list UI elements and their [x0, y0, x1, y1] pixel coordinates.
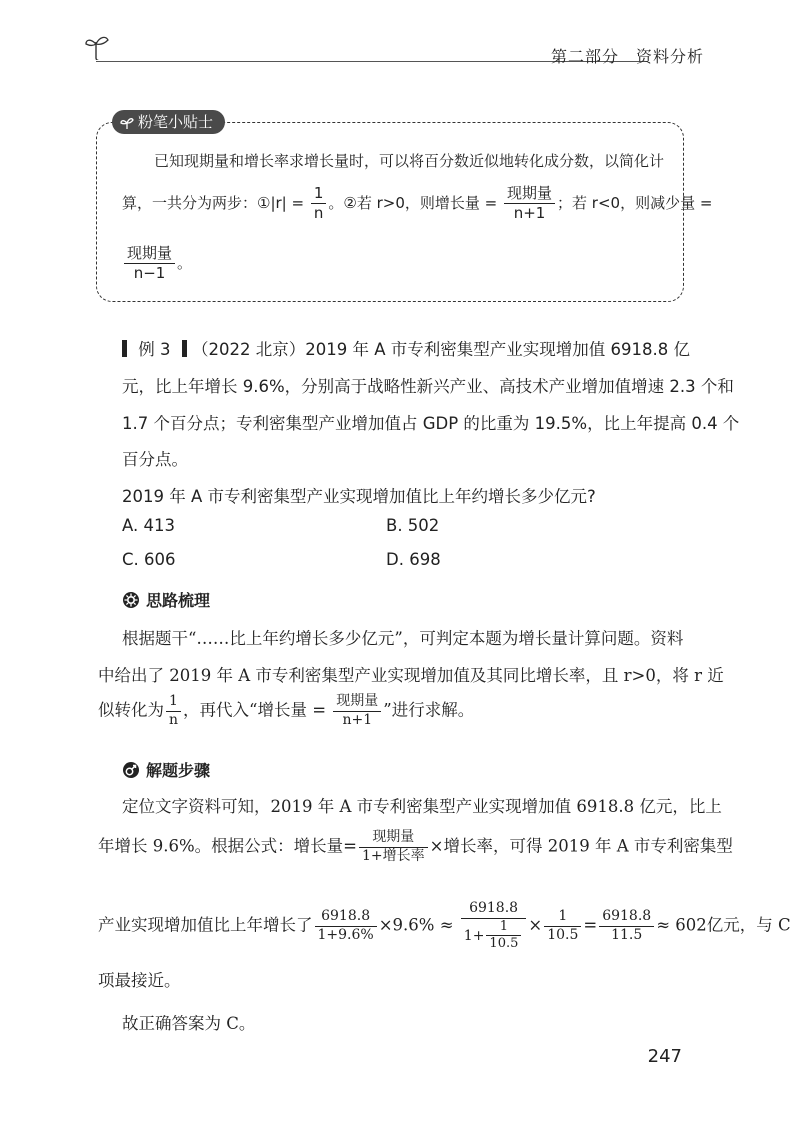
solution-line-3: 产业实现增加值比上年增长了 $\frac{6918.8}{1+9.6\%}$ ×9.6% ≈ 6918.8 1+ $\frac{1}{10.5}$ × $\frac{1}{10.5}$ = $\frac{6918.8}{11.5}$ ≈ 602亿元，与 C	[98, 900, 791, 951]
fraction-1-over-n: $\frac{1}{n}$	[311, 184, 327, 223]
tip-line-3: $\frac{\text{现期量}}{n-1}$ 。	[122, 244, 192, 283]
example-line-3: 1.7 个百分点；专利密集型产业增加值占 GDP 的比重为 19.5%，比上年提高 0.4 个	[122, 414, 740, 433]
tip-tag-label: 粉笔小贴士	[138, 113, 214, 131]
option-d: D. 698	[386, 550, 441, 569]
example-line-2: 元，比上年增长 9.6%，分别高于战略性新兴产业、高技术产业增加值增速 2.3 个和	[122, 377, 734, 396]
tip-line-2: 算，一共分为两步：①|r| = $\frac{1}{n}$ 。②若 r>0，则增长量 = $\frac{\text{现期量}}{n+1}$ ；若 r<0，则减少量 =	[122, 184, 713, 222]
section-title: 第二部分 资料分析	[550, 47, 704, 66]
option-c: C. 606	[122, 550, 176, 569]
analysis-heading: 思路梳理	[122, 588, 210, 611]
option-b: B. 502	[386, 516, 440, 535]
fraction-xianqi-over-n-minus-1: $\frac{\text{现期量}}{n-1}$	[124, 244, 175, 283]
fraction-formula: $\frac{\text{现期量}}{\text{1+增长率}}$	[359, 829, 428, 865]
fraction-compound: 6918.8 1+ $\frac{1}{10.5}$	[461, 900, 527, 952]
page-number: 247	[647, 1046, 682, 1067]
example-bar-left	[122, 340, 127, 357]
gear-icon	[122, 591, 140, 609]
solution-line-1: 定位文字资料可知，2019 年 A 市专利密集型产业实现增加值 6918.8 亿元，比上	[122, 797, 722, 816]
example-bar-right	[182, 340, 187, 357]
fraction-xianqi-over-n-plus-1-2: $\frac{\text{现期量}}{n+1}$	[333, 693, 381, 729]
example-line-4: 百分点。	[122, 450, 188, 469]
option-a: A. 413	[122, 516, 175, 535]
fraction-1-over-10-5-b: $\frac{1}{10.5}$	[544, 908, 581, 944]
question: 2019 年 A 市专利密集型产业实现增加值比上年约增长多少亿元?	[122, 487, 596, 506]
solution-line-2: 年增长 9.6%。根据公式：增长量= $\frac{\text{现期量}}{\text{1+增长率}}$ ×增长率，可得 2019 年 A 市专利密集型	[98, 829, 733, 864]
analysis-line-1: 根据题干“……比上年约增长多少亿元”，可判定本题为增长量计算问题。资料	[122, 629, 684, 648]
sprout-icon	[120, 116, 134, 130]
abs-r: |r|	[270, 193, 287, 212]
analysis-line-3: 似转化为 $\frac{1}{n}$ ，再代入“增长量 = $\frac{\text{现期量}}{n+1}$ ”进行求解。	[98, 693, 475, 728]
fraction-xianqi-over-n-plus-1: $\frac{\text{现期量}}{n+1}$	[504, 184, 555, 223]
solution-line-4: 项最接近。	[98, 971, 181, 990]
answer-line: 故正确答案为 C。	[122, 1014, 256, 1033]
example-label: 例 3	[138, 340, 171, 359]
fraction-1-over-10-5: $\frac{1}{10.5}$	[486, 919, 521, 953]
fraction-1-over-n-2: $\frac{1}{n}$	[166, 693, 181, 729]
fraction-value-over-1-plus-9-6: $\frac{6918.8}{1+9.6\%}$	[315, 908, 377, 944]
analysis-line-2: 中给出了 2019 年 A 市专利密集型产业实现增加值及其同比增长率，且 r>0，将 r 近	[98, 666, 724, 685]
fraction-value-over-11-5: $\frac{6918.8}{11.5}$	[599, 908, 654, 944]
tip-line-1: 已知现期量和增长率求增长量时，可以将百分数近似地转化成分数，以简化计	[154, 152, 665, 170]
leaf-logo-icon	[84, 34, 118, 64]
solution-heading: 解题步骤	[122, 758, 210, 781]
example-line-1: 例 3 （2022 北京）2019 年 A 市专利密集型产业实现增加值 6918.8 亿	[122, 336, 690, 360]
solution-icon	[122, 761, 140, 779]
tip-tag	[112, 110, 225, 134]
